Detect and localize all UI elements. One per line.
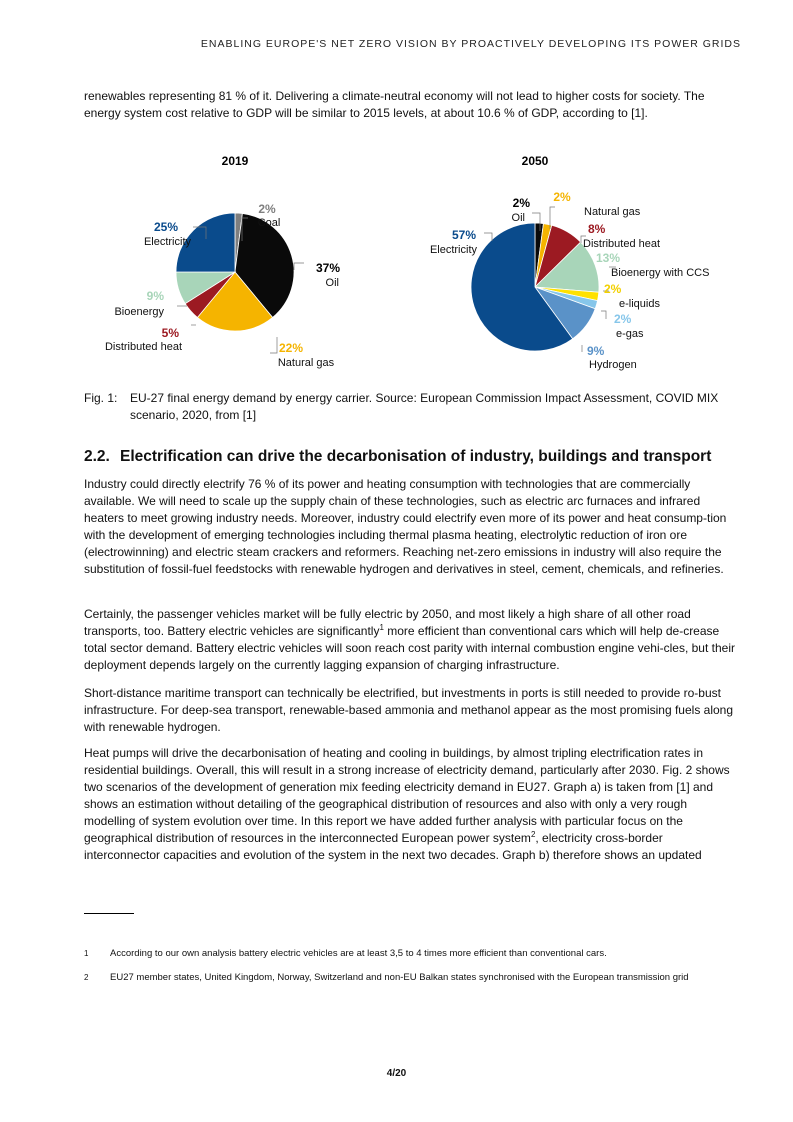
- pie-2050-name-bioenergy-with-ccs: Bioenergy with CCS: [611, 267, 710, 279]
- footnote-separator: [84, 913, 134, 914]
- caption-text: EU-27 final energy demand by energy carrier. Source: European Commission Impact Assessment, COVID MIX scenario, 2020, from [1]: [130, 391, 719, 422]
- paragraph-heat-pumps-text-a: Heat pumps will drive the decarbonisation of heating and cooling in buildings, by almost tripling electrification rates in residential buildings. Overall, this will result in a strong increase of electricity demand, particularly after 2030. Fig. 2 shows two scenarios of the development of generation mix feeding electricity demand in EU27. Graph a) is taken from [1] and shows an estimation without detailing of the geographical distribution of resources and also with only a very rough modelling of system evolution over time. In this report we have added further analysis with particular focus on the geographical distribution of resources in the interconnected European power system: [84, 746, 730, 845]
- pie-2019-pct-distributed-heat: 5%: [161, 326, 179, 340]
- pie-2050-pct-bioenergy-with-ccs: 13%: [596, 251, 621, 265]
- pie-2019-pct-coal: 2%: [258, 202, 276, 216]
- pie-2019-leader-natural-gas: [270, 337, 277, 353]
- pie-2019-pct-natural-gas: 22%: [278, 341, 304, 355]
- pie-2019: [176, 213, 294, 331]
- section-number: 2.2.: [84, 448, 110, 465]
- pie-2050-pct-oil: 2%: [512, 196, 530, 210]
- paragraph-transport-text-b: more efficient than conventional cars which will help de-crease total sector demand. Battery electric vehicles will soon reach cost parity with internal combustion engine vehi-cles, but their deployment depends largely on the currently lagging expansion of charging infrastructure.: [84, 624, 735, 672]
- pie-2050-name-hydrogen: Hydrogen: [589, 359, 637, 371]
- section-title: Electrification can drive the decarbonisation of industry, buildings and transport: [120, 448, 712, 465]
- pie-2019-name-distributed-heat: Distributed heat: [104, 341, 182, 353]
- footnote-text: According to our own analysis battery electric vehicles are at least 3,5 to 4 times more efficient than conventional cars.: [110, 948, 607, 959]
- footnote-mark: 2: [84, 973, 89, 982]
- paragraph-transport-text-a: Certainly, the passenger vehicles market will be fully electric by 2050, and most likely a high share of all other road transports, too. Battery electric vehicles are significantly: [84, 607, 691, 638]
- pie-2050-name-distributed-heat: Distributed heat: [583, 238, 661, 250]
- page-number: 4/20: [386, 1068, 407, 1079]
- pie-2050: [471, 223, 599, 351]
- pie-2019-pct-oil: 37%: [315, 261, 340, 275]
- pie-2050-pct-e-liquids: 2%: [604, 282, 622, 296]
- pie-2050-name-electricity: Electricity: [429, 244, 477, 256]
- paragraph-transport: [84, 606, 740, 674]
- pie-2019-pct-electricity: 25%: [153, 220, 178, 234]
- footnote-ref-1[interactable]: 1: [379, 623, 384, 632]
- paragraph-heat-pumps-text-b: , electricity cross-border interconnector capacities and evolution of the system in the next two decades. Graph b) therefore shows an updated: [84, 831, 702, 862]
- pie-2050-pct-electricity: 57%: [451, 228, 476, 242]
- footnote-ref-2[interactable]: 2: [530, 830, 536, 839]
- pie-2019-name-electricity: Electricity: [143, 236, 191, 248]
- footnote-2: [84, 970, 744, 985]
- footnote-1: [84, 946, 744, 961]
- pie-2050-name-natural-gas: Natural gas: [584, 206, 641, 218]
- pie-2050-pct-hydrogen: 9%: [587, 344, 605, 358]
- pie-2019-leader-oil: [294, 263, 304, 270]
- caption-tag: Fig. 1:: [84, 391, 118, 405]
- pie-2019-name-bioenergy: Bioenergy: [114, 306, 164, 318]
- pie-2050-pct-natural-gas: 2%: [553, 190, 571, 204]
- pie-2019-title: 2019: [221, 154, 249, 168]
- pie-2050-name-e-liquids: e-liquids: [619, 298, 660, 310]
- pie-2050-pct-e-gas: 2%: [614, 312, 632, 326]
- pie-2019-name-coal: Coal: [257, 217, 281, 229]
- pie-2050-title: 2050: [521, 154, 549, 168]
- footnote-text: EU27 member states, United Kingdom, Norway, Switzerland and non-EU Balkan states synchronised with the European transmission grid: [110, 972, 689, 983]
- pie-2050-pct-distributed-heat: 8%: [588, 222, 606, 236]
- energy-demand-figure: [84, 145, 740, 380]
- figure-caption: [84, 390, 740, 424]
- pie-2050-name-e-gas: e-gas: [616, 328, 644, 340]
- pie-2019-pct-bioenergy: 9%: [146, 289, 164, 303]
- paragraph-industry: Industry could directly electrify 76 % of its power and heating consumption with technologies that are commercially available. We will need to scale up the supply chain of these technologies, such as electric arc furnaces and infrared heaters to meet growing industry needs. Moreover, industry could electrify even more of its power and heat consump-tion with the development of emerging technologies including thermal plasma heating, electrolytic reduction of iron ore (electrowinning) and electric steam crackers and reformers. Reaching net-zero emissions in industry will also require the substitution of fossil-fuel feedstocks with renewable hydrogen and derivatives in steel, cement, chemicals, and refineries.: [84, 477, 727, 576]
- section-heading: [84, 448, 711, 466]
- pie-2050-leader-electricity: [484, 233, 492, 241]
- pie-2050-leader-e-gas: [601, 311, 606, 319]
- pie-2019-name-oil: Oil: [325, 277, 339, 289]
- pie-2019-name-natural-gas: Natural gas: [277, 357, 335, 369]
- paragraph-maritime: Short-distance maritime transport can technically be electrified, but investments in ports is still needed to provide ro-bust infrastructure. For deep-sea transport, renewable-based ammonia and methanol appear as the most promising fuels along with renewable hydrogen.: [84, 686, 734, 734]
- footnote-mark: 1: [84, 949, 89, 958]
- intro-paragraph: renewables representing 81 % of it. Delivering a climate-neutral economy will not lead to higher costs for society. The energy system cost relative to GDP will be similar to 2015 levels, at about 10.6 % of GDP, according to [1].: [84, 89, 705, 120]
- pie-charts-svg: [84, 145, 740, 380]
- running-header: ENABLING EUROPE'S NET ZERO VISION BY PROACTIVELY DEVELOPING ITS POWER GRIDS: [200, 38, 741, 50]
- pie-2050-name-oil: Oil: [511, 212, 525, 224]
- paragraph-heat-pumps: [84, 745, 740, 864]
